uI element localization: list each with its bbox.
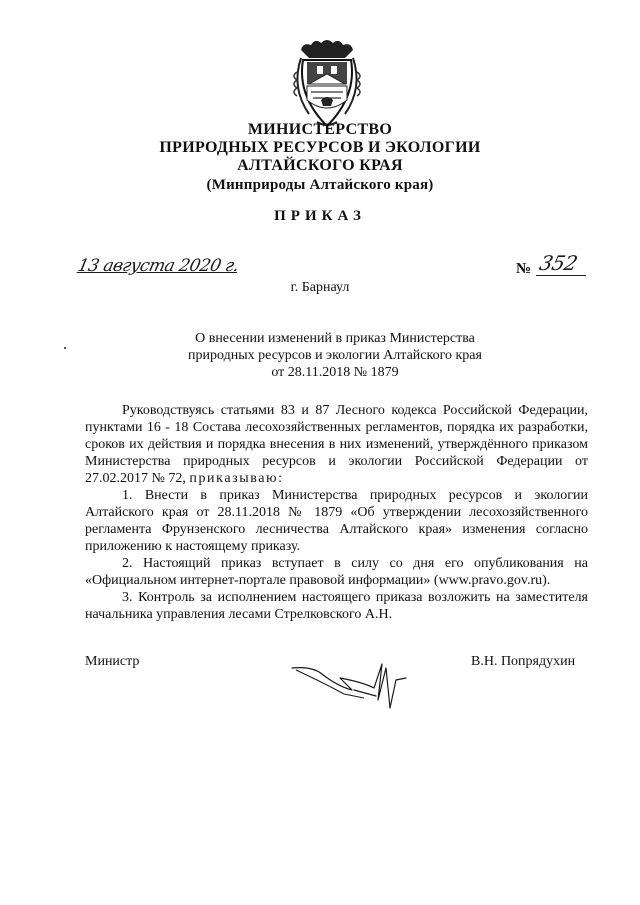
handwritten-number: 352: [537, 251, 580, 275]
subject-line: от 28.11.2018 № 1879: [271, 365, 399, 380]
ministry-title-line-1: МИНИСТЕРСТВО: [247, 121, 393, 138]
city-line: г. Барнаул: [290, 280, 350, 295]
signer-name: В.Н. Попрядухин: [471, 654, 576, 669]
handwritten-signature: [282, 638, 432, 728]
preamble-paragraph: [85, 402, 588, 487]
document-subject: [150, 330, 520, 381]
scan-speck: [64, 347, 66, 349]
preamble-text: Руководствуясь статьями 83 и 87 Лесного кодекса Российской Федерации, пунктами 16 - 18 Состава лесохозяйственных регламентов, порядка их разработки, сроков их действия и порядка внесения в них изменений, утверждённого приказом Министерства природных ресурсов и экологии Российской Федерации от 27.02.2017 № 72,: [85, 403, 588, 486]
number-underline: [536, 275, 586, 276]
ministry-title-line-2: ПРИРОДНЫХ РЕСУРСОВ И ЭКОЛОГИИ: [159, 139, 481, 156]
number-label: №: [516, 261, 532, 277]
ministry-short-name: (Минприроды Алтайского края): [206, 177, 434, 193]
order-item-1: 1. Внести в приказ Министерства природных ресурсов и экологии Алтайского края от 28.11.2018 № 1879 «Об утверждении лесохозяйственного регламента Фрунзенского лесничества Алтайского края» изменения согласно приложению к настоящему приказу.: [85, 488, 588, 554]
order-word: приказываю:: [189, 471, 284, 486]
document-body: [85, 402, 588, 623]
signer-position: Министр: [85, 654, 140, 669]
handwritten-date: 13 августа 2020 г.: [75, 256, 241, 276]
ministry-title-line-3: АЛТАЙСКОГО КРАЯ: [237, 157, 403, 174]
subject-line: природных ресурсов и экологии Алтайского края: [188, 348, 482, 363]
order-item-3: 3. Контроль за исполнением настоящего приказа возложить на заместителя начальника управления лесами Стрелковского А.Н.: [85, 590, 588, 622]
coat-of-arms-emblem: [287, 36, 367, 132]
document-type-heading: ПРИКАЗ: [274, 208, 366, 224]
subject-line: О внесении изменений в приказ Министерства: [195, 331, 475, 346]
order-item-2: 2. Настоящий приказ вступает в силу со дня его опубликования на «Официальном интернет-портале правовой информации» (www.pravo.gov.ru).: [85, 556, 588, 588]
